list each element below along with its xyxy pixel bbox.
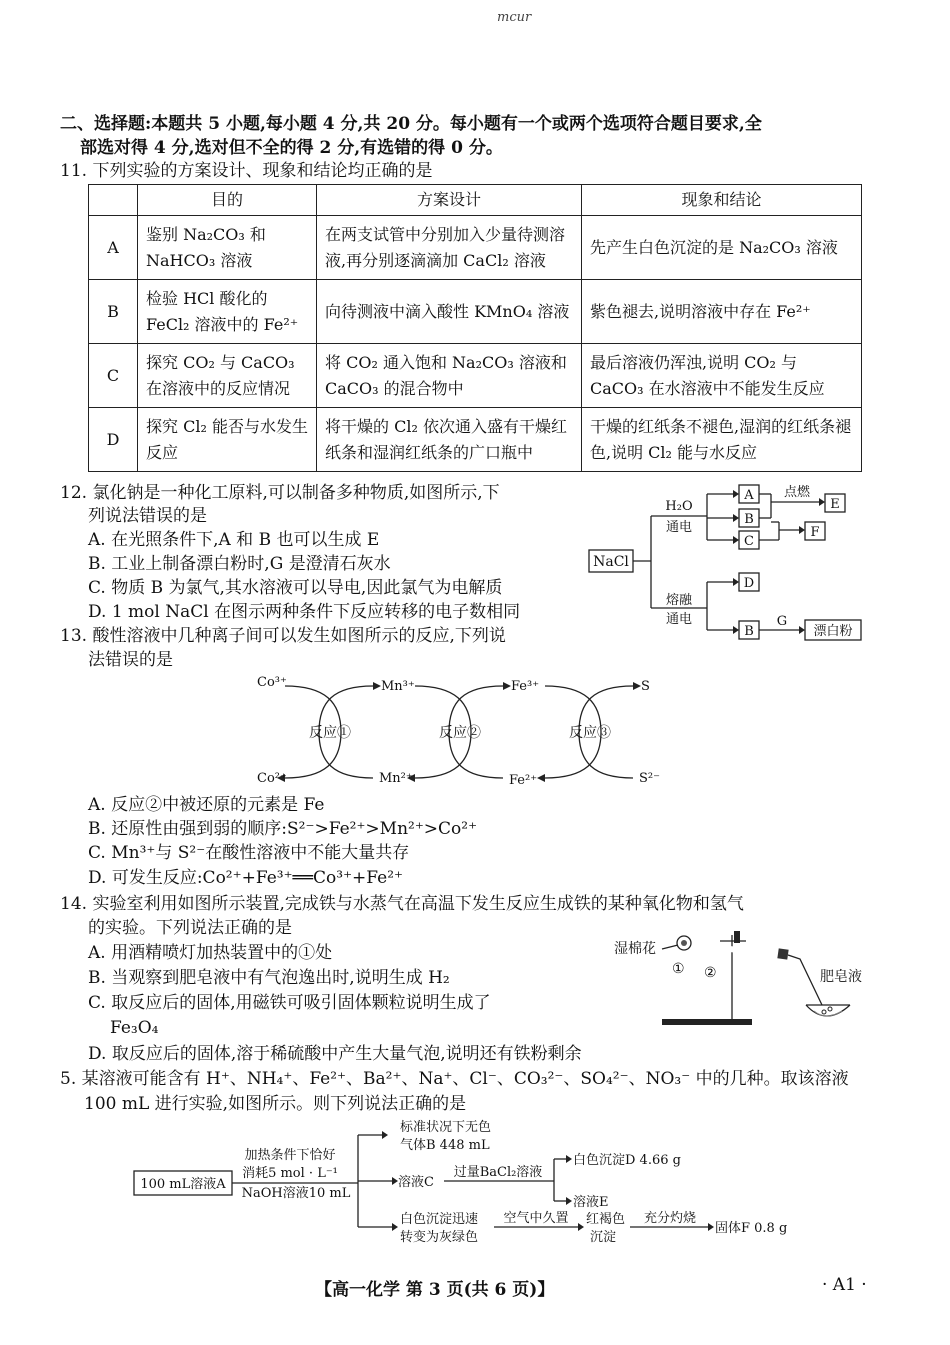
marker-1: ① (672, 961, 685, 977)
ion-fe3: Fe³⁺ (511, 679, 540, 694)
ion-s: S (641, 679, 650, 694)
page-footer: 【高一化学 第 3 页(共 6 页)】 (315, 1280, 555, 1300)
q14-stem-line2: 的实验。下列说法正确的是 (88, 918, 292, 938)
ion-mn2: Mn²⁺ (379, 771, 413, 786)
row-result: 紫色褪去,说明溶液中存在 Fe²⁺ (582, 280, 862, 344)
q11-table (88, 184, 862, 472)
wet-cotton-label: 湿棉花 (614, 941, 656, 957)
q13-stem-line1: 13. 酸性溶液中几种离子间可以发生如图所示的反应,下列说 (60, 626, 506, 646)
white-line2: 转变为灰绿色 (400, 1230, 479, 1245)
row-result: 先产生白色沉淀的是 Na₂CO₃ 溶液 (582, 216, 862, 280)
row-label: D (89, 408, 138, 472)
red-line2: 沉淀 (590, 1230, 617, 1245)
header-goal: 目的 (138, 185, 317, 216)
q13-option-b: B. 还原性由强到弱的顺序:S²⁻>Fe²⁺>Mn²⁺>Co²⁺ (88, 819, 478, 839)
cond-line2: 消耗5 mol · L⁻¹ (242, 1166, 338, 1181)
header-design: 方案设计 (317, 185, 582, 216)
gas-line1: 标准状况下无色 (400, 1120, 492, 1135)
q14-apparatus-diagram (610, 915, 880, 1030)
table-header-row (89, 185, 862, 216)
node-b: B (744, 512, 754, 527)
row-label: C (89, 344, 138, 408)
row-result: 干燥的红纸条不褪色,湿润的红纸条褪色,说明 Cl₂ 能与水反应 (582, 408, 862, 472)
bleach-label: 漂白粉 (813, 624, 853, 639)
q11-stem: 11. 下列实验的方案设计、现象和结论均正确的是 (60, 161, 433, 181)
q13-option-a: A. 反应②中被还原的元素是 Fe (88, 795, 325, 815)
q12-option-a: A. 在光照条件下,A 和 B 也可以生成 E (88, 530, 380, 550)
q13-cycle-diagram (255, 672, 675, 792)
start-label: 100 mL溶液A (140, 1177, 226, 1192)
q12-option-d: D. 1 mol NaCl 在图示两种条件下反应转移的电子数相同 (88, 602, 521, 622)
white-line1: 白色沉淀迅速 (400, 1212, 479, 1227)
reaction-3-label: 反应③ (569, 725, 611, 741)
row-goal: 检验 HCl 酸化的 FeCl₂ 溶液中的 Fe²⁺ (138, 280, 317, 344)
marker-2: ② (704, 965, 717, 981)
q14-option-a: A. 用酒精喷灯加热装置中的①处 (88, 943, 333, 963)
reaction-1-label: 反应① (309, 725, 351, 741)
reaction-2-label: 反应② (439, 725, 481, 741)
section-header-line1: 二、选择题:本题共 5 小题,每小题 4 分,共 20 分。每小题有一个或两个选项符合题目要求,全 (60, 114, 762, 134)
q12-stem-line2: 列说法错误的是 (88, 506, 207, 526)
row-design: 向待测液中滴入酸性 KMnO₄ 溶液 (317, 280, 582, 344)
row-label: A (89, 216, 138, 280)
soap-label: 肥皂液 (820, 969, 862, 985)
h2o-label: H₂O (665, 499, 693, 514)
red-line1: 红褐色 (586, 1212, 626, 1227)
ion-mn3: Mn³⁺ (381, 679, 415, 694)
table-row (89, 344, 862, 408)
q15-stem-line1: 5. 某溶液可能含有 H⁺、NH₄⁺、Fe²⁺、Ba²⁺、Na⁺、Cl⁻、CO₃²⁻、SO₄²⁻、NO₃⁻ 中的几种。取该溶液 (60, 1069, 849, 1089)
scribble: mcur (497, 10, 532, 25)
precipitate-d: 白色沉淀D 4.66 g (573, 1153, 681, 1168)
header-blank (89, 185, 138, 216)
q12-stem-line1: 12. 氯化钠是一种化工原料,可以制备多种物质,如图所示,下 (60, 483, 500, 503)
page-code: · A1 · (822, 1275, 867, 1295)
molten-label: 熔融 (665, 593, 693, 608)
table-row (89, 408, 862, 472)
air-label: 空气中久置 (503, 1211, 569, 1226)
q12-option-c: C. 物质 B 为氯气,其水溶液可以导电,因此氯气为电解质 (88, 578, 503, 598)
q14-option-d: D. 取反应后的固体,溶于稀硫酸中产生大量气泡,说明还有铁粉剩余 (88, 1044, 582, 1064)
row-design: 在两支试管中分别加入少量待测溶液,再分别逐滴滴加 CaCl₂ 溶液 (317, 216, 582, 280)
q14-option-b: B. 当观察到肥皂液中有气泡逸出时,说明生成 H₂ (88, 968, 450, 988)
q13-stem-line2: 法错误的是 (88, 650, 173, 670)
node-d: D (743, 576, 755, 591)
q13-option-c: C. Mn³⁺与 S²⁻在酸性溶液中不能大量共存 (88, 843, 410, 863)
table-row (89, 216, 862, 280)
row-design: 将干燥的 Cl₂ 依次通入盛有干燥红纸条和湿润红纸条的广口瓶中 (317, 408, 582, 472)
row-goal: 探究 Cl₂ 能否与水发生反应 (138, 408, 317, 472)
q14-option-c: C. 取反应后的固体,用磁铁可吸引固体颗粒说明生成了 (88, 993, 491, 1013)
row-label: B (89, 280, 138, 344)
node-e: E (830, 497, 840, 512)
electrolysis-label-2: 通电 (665, 612, 693, 627)
q12-option-b: B. 工业上制备漂白粉时,G 是澄清石灰水 (88, 554, 391, 574)
electrolysis-label-1: 通电 (665, 520, 693, 535)
q13-option-d: D. 可发生反应:Co²⁺+Fe³⁺══Co³⁺+Fe²⁺ (88, 868, 404, 888)
cond-line3: NaOH溶液10 mL (241, 1186, 351, 1201)
q12-diagram (585, 480, 895, 645)
table-row (89, 280, 862, 344)
nacl-label: NaCl (593, 554, 629, 570)
node-g: G (776, 614, 788, 629)
solid-f: 固体F 0.8 g (715, 1221, 788, 1236)
ion-fe2: Fe²⁺ (509, 773, 538, 788)
node-a: A (744, 488, 754, 503)
row-result: 最后溶液仍浑浊,说明 CO₂ 与 CaCO₃ 在水溶液中不能发生反应 (582, 344, 862, 408)
ignite-label: 点燃 (783, 485, 811, 500)
row-design: 将 CO₂ 通入饱和 Na₂CO₃ 溶液和 CaCO₃ 的混合物中 (317, 344, 582, 408)
row-goal: 探究 CO₂ 与 CaCO₃ 在溶液中的反应情况 (138, 344, 317, 408)
node-f: F (810, 525, 820, 540)
solution-e: 溶液E (573, 1195, 609, 1210)
section-header-line2: 部选对得 4 分,选对但不全的得 2 分,有选错的得 0 分。 (80, 138, 503, 158)
ion-co2: Co²⁺ (257, 771, 287, 786)
node-c: C (744, 534, 754, 549)
gas-line2: 气体B 448 mL (400, 1138, 490, 1153)
header-result: 现象和结论 (582, 185, 862, 216)
q14-option-c-cont: Fe₃O₄ (110, 1018, 159, 1038)
q14-stem-line1: 14. 实验室利用如图所示装置,完成铁与水蒸气在高温下发生反应生成铁的某种氧化物和氢气 (60, 894, 744, 914)
node-b-2: B (744, 624, 754, 639)
q15-flow-diagram (130, 1115, 830, 1250)
bacl2-label: 过量BaCl₂溶液 (453, 1165, 543, 1180)
solution-c: 溶液C (398, 1175, 434, 1190)
ion-s2: S²⁻ (639, 771, 660, 786)
cond-line1: 加热条件下恰好 (244, 1148, 336, 1163)
row-goal: 鉴别 Na₂CO₃ 和 NaHCO₃ 溶液 (138, 216, 317, 280)
stand-base (662, 1019, 752, 1025)
ion-co3: Co³⁺ (257, 675, 287, 690)
q15-stem-line2: 100 mL 进行实验,如图所示。则下列说法正确的是 (84, 1094, 467, 1114)
burn-label: 充分灼烧 (643, 1211, 697, 1226)
